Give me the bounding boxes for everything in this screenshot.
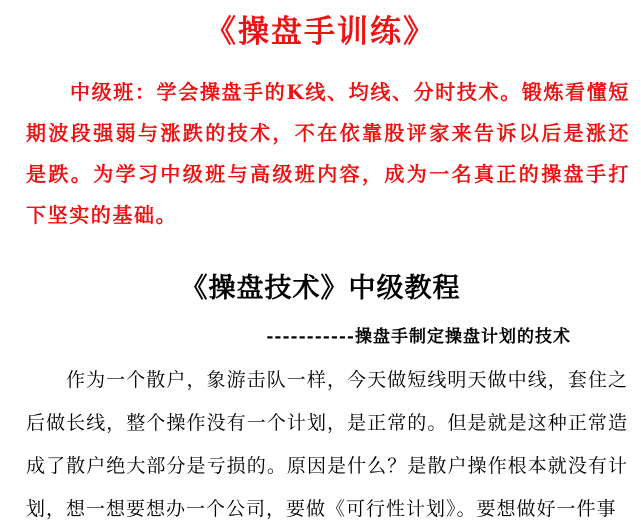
body-paragraph: 作为一个散户，象游击队一样，今天做短线明天做中线，套住之后做长线，整个操作没有一个计划，是正常的。但是就是这种正常造成了散户绝大部分是亏损的。原因是什么？是散户操作根本就没有计划，想一想要想办一个公司，要做《可行性计划》。要想做好一件事	[26, 369, 628, 520]
intro-paragraph: 中级班：学会操盘手的K线、均线、分时技术。锻炼看懂短期波段强弱与涨跌的技术，不在依靠股评家来告诉以后是涨还是跌。为学习中级班与高级班内容，成为一名真正的操盘手打下坚实的基础。	[26, 80, 630, 227]
section-title: 《操盘技术》中级教程	[180, 273, 461, 304]
section-byline: -----------操盘手制定操盘计划的技术	[266, 327, 571, 347]
page-title: 《操盘手训练》	[205, 14, 436, 50]
